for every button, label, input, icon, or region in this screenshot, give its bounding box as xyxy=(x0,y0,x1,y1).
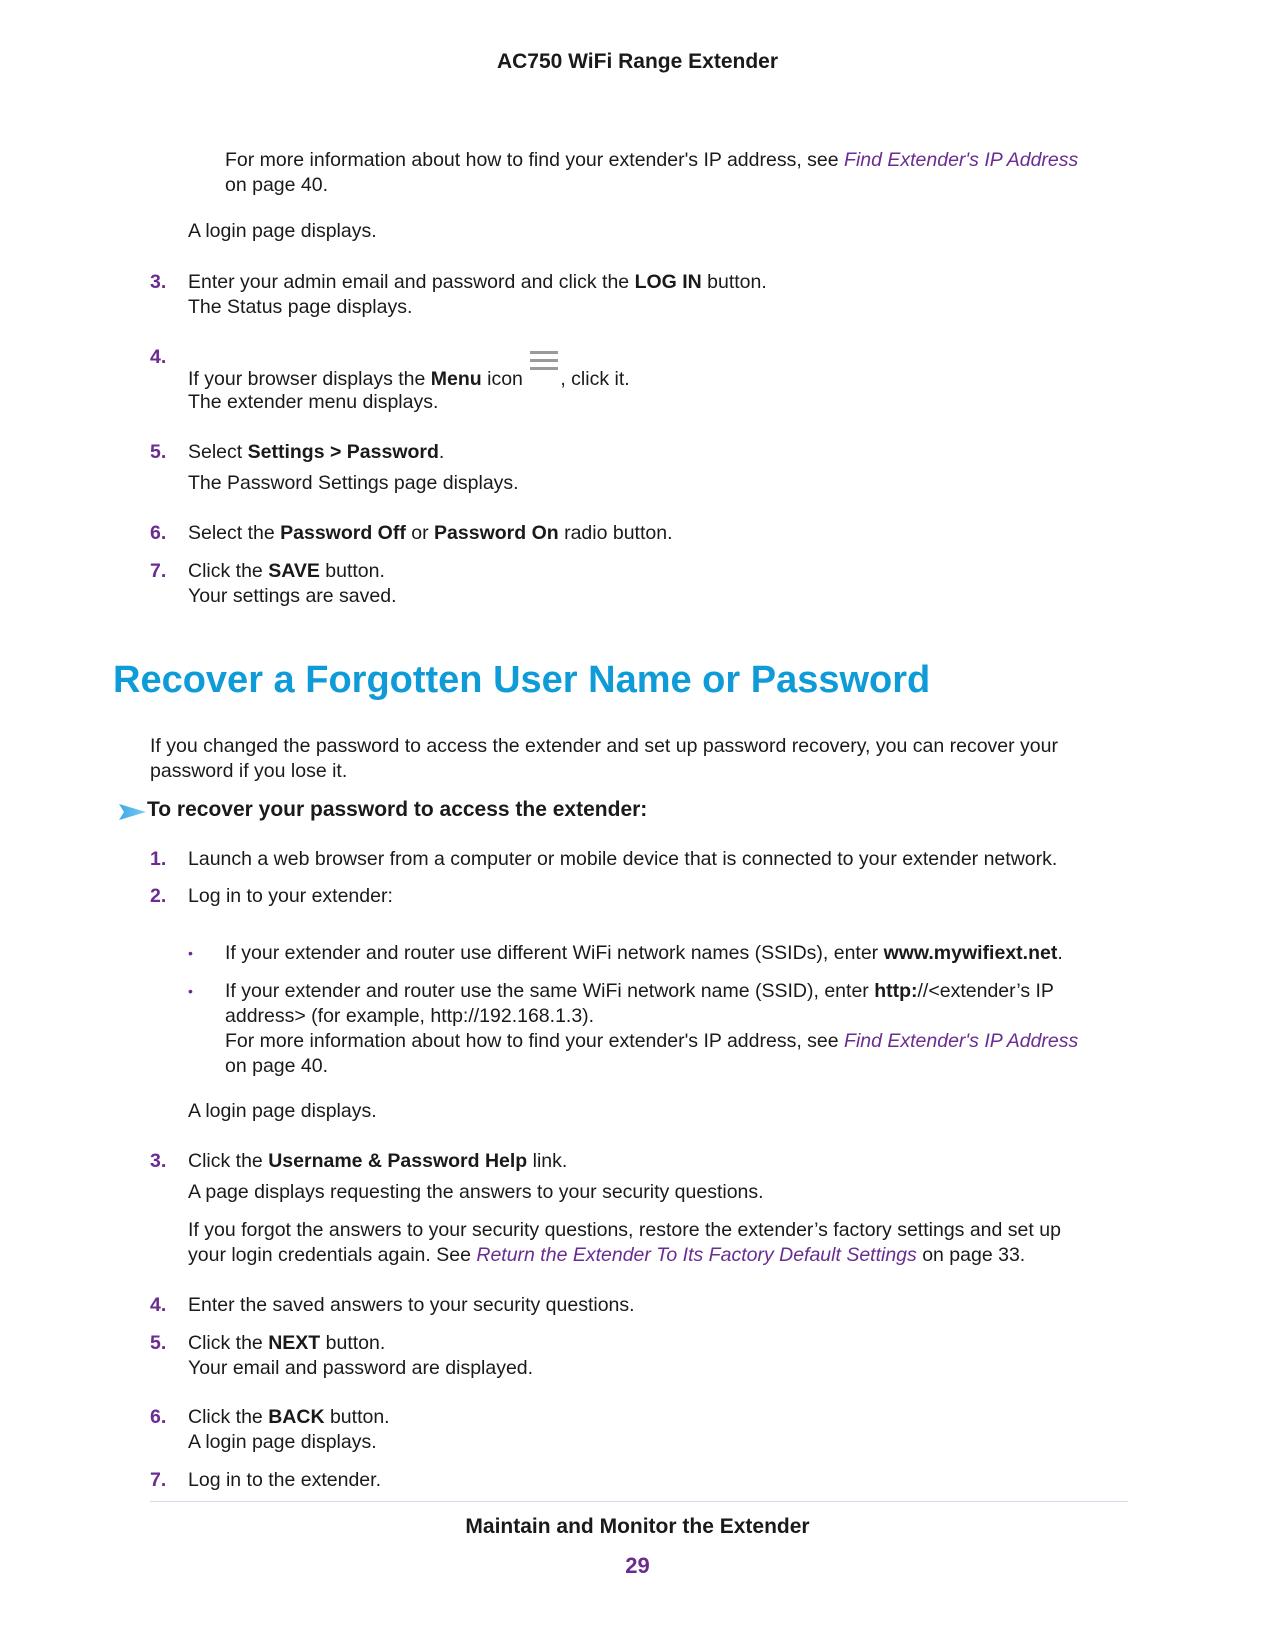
login-displays-text: A login page displays. xyxy=(188,1100,377,1122)
step-result: Your settings are saved. xyxy=(188,585,397,607)
step-text: Enter your admin email and password and click the LOG IN button. xyxy=(188,271,767,293)
step-text: Enter the saved answers to your security questions. xyxy=(188,1294,635,1316)
step-number: 5. xyxy=(150,441,167,463)
step-note-1: If you forgot the answers to your security questions, restore the extender’s factory settings and set up xyxy=(188,1219,1061,1241)
section-title: Recover a Forgotten User Name or Password xyxy=(113,659,931,701)
step-number: 6. xyxy=(150,1406,167,1428)
bullet-dot: • xyxy=(188,945,193,961)
footer-chapter: Maintain and Monitor the Extender xyxy=(465,1515,810,1538)
step-number: 3. xyxy=(150,271,167,293)
section-intro-1: If you changed the password to access the extender and set up password recovery, you can recover your xyxy=(150,735,1058,757)
step-text: Click the Username & Password Help link. xyxy=(188,1150,568,1172)
mywifiext-url: www.mywifiext.net xyxy=(883,942,1058,964)
step-text: Click the NEXT button. xyxy=(188,1332,386,1354)
find-ip-link[interactable]: Find Extender's IP Address xyxy=(844,149,1079,171)
step-number: 4. xyxy=(150,1294,167,1316)
step-text: Select the Password Off or Password On radio button. xyxy=(188,522,673,544)
step-number: 7. xyxy=(150,1469,167,1491)
step-text: If your browser displays the Menu icon , click it. xyxy=(188,365,630,392)
bullet-text: If your extender and router use different WiFi network names (SSIDs), enter www.mywifiext.net. xyxy=(225,942,1063,964)
step-text: Select Settings > Password. xyxy=(188,441,445,463)
step-number: 7. xyxy=(150,560,167,582)
ip-info-pre: For more information about how to find your extender's IP address, see xyxy=(225,149,845,171)
step-text: Log in to the extender. xyxy=(188,1469,381,1491)
step-text: Log in to your extender: xyxy=(188,885,393,907)
step-number: 3. xyxy=(150,1150,167,1172)
factory-default-link[interactable]: Return the Extender To Its Factory Default Settings xyxy=(476,1244,917,1266)
step-result: The Password Settings page displays. xyxy=(188,472,519,494)
ip-info-text xyxy=(225,148,1078,173)
step-text: Click the SAVE button. xyxy=(188,560,385,582)
step-number: 6. xyxy=(150,522,167,544)
step-text: Launch a web browser from a computer or mobile device that is connected to your extender network. xyxy=(188,848,1058,870)
footer-divider xyxy=(150,1501,1128,1502)
bullet-text: If your extender and router use the same WiFi network name (SSID), enter http://<extender’s IP xyxy=(225,980,1054,1002)
step-result: The Status page displays. xyxy=(188,296,413,318)
step-number: 4. xyxy=(150,346,167,368)
step-number: 5. xyxy=(150,1332,167,1354)
find-ip-link[interactable]: Find Extender's IP Address xyxy=(844,1030,1079,1052)
step-result: A login page displays. xyxy=(188,1431,377,1453)
ip-info-page: on page 40. xyxy=(225,1055,329,1077)
bullet-dot: • xyxy=(188,983,193,999)
step-note-2: your login credentials again. See Return the Extender To Its Factory Default Settings on page 33. xyxy=(188,1244,1026,1266)
page-header: AC750 WiFi Range Extender xyxy=(496,50,779,73)
step-number: 1. xyxy=(150,848,167,870)
menu-icon xyxy=(530,351,558,373)
login-displays-text: A login page displays. xyxy=(188,220,377,242)
ip-info-page: on page 40. xyxy=(225,174,329,196)
bullet-text-line2: address> (for example, http://192.168.1.3). xyxy=(225,1005,595,1027)
page-number: 29 xyxy=(625,1553,650,1578)
step-result: The extender menu displays. xyxy=(188,391,439,413)
section-intro-2: password if you lose it. xyxy=(150,760,348,782)
procedure-title: To recover your password to access the extender: xyxy=(147,798,648,821)
procedure-arrow-icon xyxy=(119,804,146,820)
ip-info-text: For more information about how to find your extender's IP address, see Find Extender's IP Address xyxy=(225,1030,1079,1052)
step-text: Click the BACK button. xyxy=(188,1406,390,1428)
step-result: Your email and password are displayed. xyxy=(188,1357,534,1379)
step-number: 2. xyxy=(150,885,167,907)
step-result: A page displays requesting the answers to your security questions. xyxy=(188,1181,764,1203)
